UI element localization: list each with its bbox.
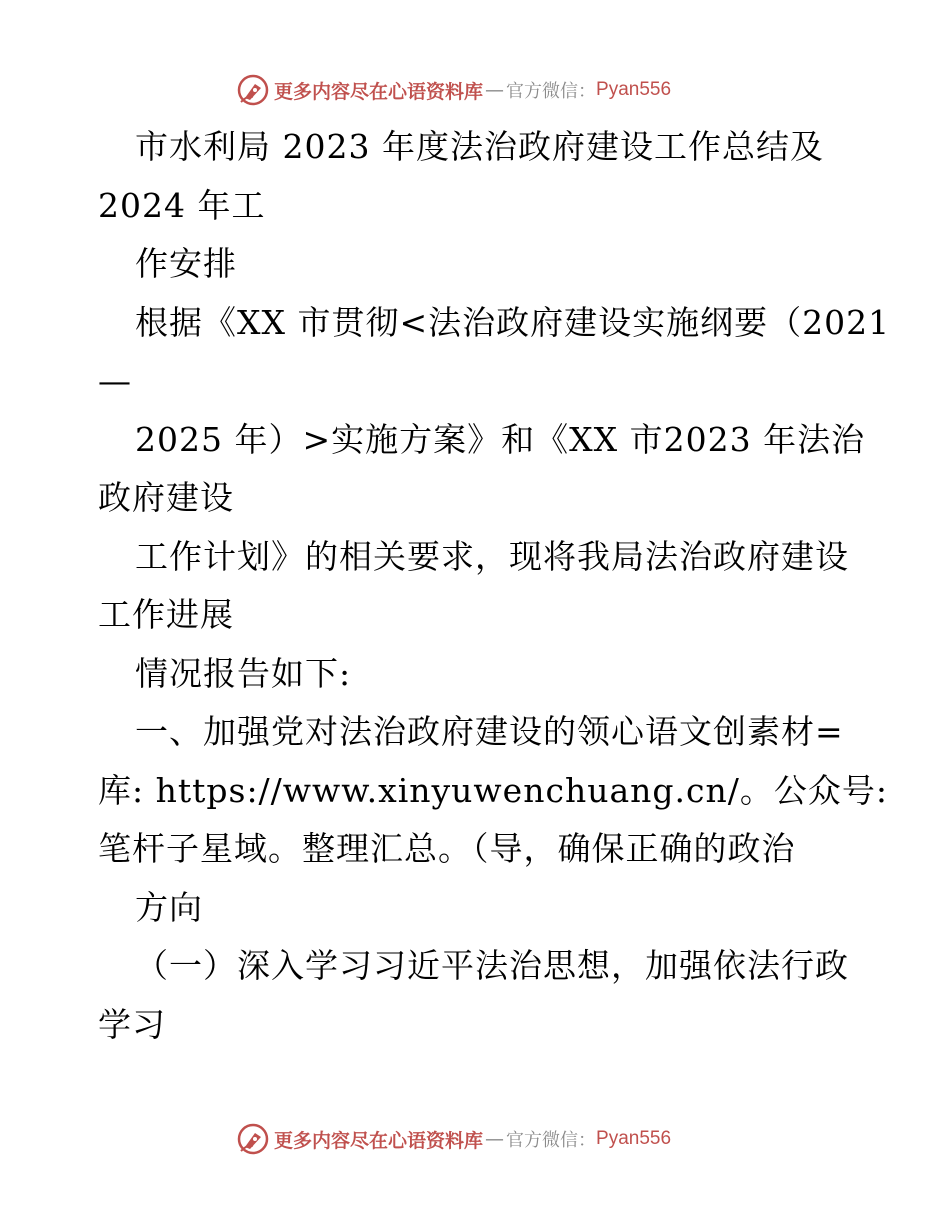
header-watermark — [236, 73, 671, 107]
section-heading-line: 一、加强党对法治政府建设的领心语文创素材= — [135, 712, 844, 751]
subsection-heading-line: （一）深入学习习近平法治思想，加强依法行政 — [135, 946, 849, 985]
paragraph-line: 方向 — [135, 887, 203, 927]
pen-nib-logo-icon — [236, 1122, 270, 1156]
watermark-label: 官方微信： — [506, 81, 597, 102]
paragraph-line: 根据《XX 市贯彻<法治政府建设实施纲要（2021 — [135, 302, 891, 342]
title-line-3: 作安排 — [135, 244, 237, 283]
watermark-separator: — — [485, 79, 505, 101]
watermark-text: 更多内容尽在心语资料库 — [274, 80, 484, 103]
title-line-1: 市水利局 2023 年度法治政府建设工作总结及 — [135, 127, 824, 166]
watermark-text: 更多内容尽在心语资料库 — [274, 1129, 484, 1152]
document-body — [98, 118, 891, 1054]
paragraph-line: 工作进展 — [98, 595, 234, 634]
paragraph-line: 学习 — [98, 1004, 166, 1044]
paragraph-line: 情况报告如下: — [135, 653, 352, 693]
paragraph-line: — — [98, 361, 132, 400]
watermark-separator: — — [485, 1128, 505, 1150]
footer-watermark — [236, 1122, 671, 1156]
watermark-wechat-id: Pyan556 — [596, 79, 672, 100]
paragraph-line: 2025 年）>实施方案》和《XX 市2023 年法治 — [135, 419, 866, 459]
pen-nib-logo-icon — [236, 73, 270, 107]
watermark-label: 官方微信： — [506, 1130, 597, 1151]
paragraph-line: 笔杆子星域。整理汇总。（导，确保正确的政治 — [98, 829, 796, 868]
title-line-2: 2024 年工 — [98, 185, 266, 225]
paragraph-line: 工作计划》的相关要求，现将我局法治政府建设 — [135, 536, 849, 576]
paragraph-line: 库: https://www.xinyuwenchuang.cn/。公众号: — [98, 770, 888, 810]
paragraph-line: 政府建设 — [98, 478, 234, 517]
watermark-wechat-id: Pyan556 — [596, 1128, 672, 1149]
